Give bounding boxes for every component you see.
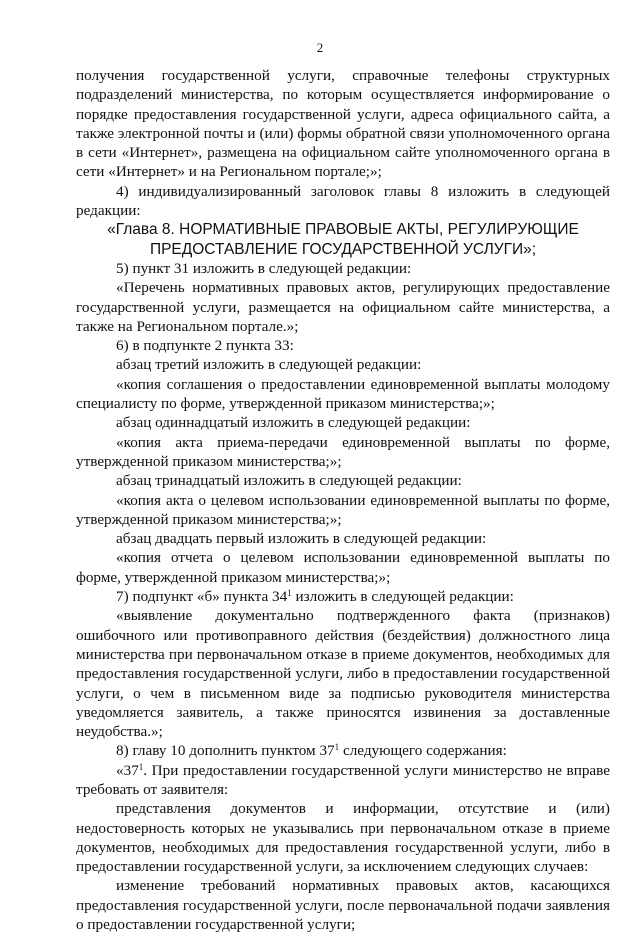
paragraph-quote-list: «Перечень нормативных правовых актов, регулирующих предоставление государственной услуги, размещается на официальном сайте министерства, а также на Региональном портале.»; (76, 279, 610, 335)
paragraph-item-5: 5) пункт 31 изложить в следующей редакции: (116, 259, 412, 277)
paragraph-quote-act-transfer: «копия акта приема-передачи единовременной выплаты по форме, утвержденной приказом министерства;»; (76, 433, 610, 470)
superscript: 1 (334, 742, 340, 753)
paragraph-quote-agreement: «копия соглашения о предоставлении единовременной выплаты молодому специалисту по форме, утвержденной приказом министерства;»; (76, 375, 610, 413)
paragraph-continuation: получения государственной услуги, справочные телефоны структурных подразделений министерства, по которым осуществляется информирование о порядке предоставления государственной услуги, адреса официального сайта, а также электронной почты и (или) формы обратной связи уполномоченного органа в сети «Интернет», размещена на официальном сайте уполномоченного органа в сети «Интернет» и на Региональном портале;»; (76, 67, 610, 181)
paragraph-quote-act-use: «копия акта о целевом использовании единовременной выплаты по форме, утвержденной приказом министерства;»; (76, 491, 610, 528)
paragraph-point-37-1 (76, 761, 610, 800)
superscript: 1 (287, 588, 292, 599)
paragraph-abzac-21: абзац двадцать первый изложить в следующей редакции: (116, 530, 487, 548)
paragraph-item-6: 6) в подпункте 2 пункта 33: (116, 337, 294, 355)
point-37-text-a: «37 (116, 761, 139, 779)
point-37-text-b: . При предоставлении государственной услуги министерство не вправе требовать от заявителя: (76, 761, 610, 798)
paragraph-abzac-11: абзац одиннадцатый изложить в следующей редакции: (116, 414, 471, 432)
item-7-text-b: изложить в следующей редакции: (291, 588, 514, 606)
paragraph-quote-report: «копия отчета о целевом использовании единовременной выплаты по форме, утвержденной приказом министерства;»; (76, 549, 610, 586)
paragraph-item-8 (76, 741, 610, 760)
document-body (76, 66, 610, 934)
paragraph-documents-info: представления документов и информации, отсутствие и (или) недостоверность которых не указывались при первоначальном отказе в приеме документов, необходимых для предоставления государственной услуги, либо в предоставлении государственной услуги, за исключением следующих случаев: (76, 800, 610, 876)
paragraph-item-7 (76, 587, 610, 606)
paragraph-quote-detection: «выявление документально подтвержденного факта (признаков) ошибочного или противоправного действия (бездействия) должностного лица министерства при первоначальном отказе в приеме документов, необходимых для предоставления государственной услуги, либо в предоставлении государственной услуги, о чем в письменном виде за подписью руководителя министерства уведомляется заявитель, а также приносятся извинения за доставленные неудобства.»; (76, 607, 610, 741)
chapter-heading-line-2: ПРЕДОСТАВЛЕНИЕ ГОСУДАРСТВЕННОЙ УСЛУГИ»; (149, 240, 537, 258)
item-8-text-b: следующего содержания: (339, 742, 507, 760)
paragraph-abzac-13: абзац тринадцатый изложить в следующей редакции: (116, 472, 462, 490)
paragraph-requirements-change: изменение требований нормативных правовых актов, касающихся предоставления государственной услуги, после первоначальной подачи заявления о предоставлении государственной услуги; (76, 877, 610, 934)
paragraph-item-4: 4) индивидуализированный заголовок главы 8 изложить в следующей редакции: (76, 182, 610, 220)
chapter-heading-line-1: «Глава 8. НОРМАТИВНЫЕ ПРАВОВЫЕ АКТЫ, РЕГУЛИРУЮЩИЕ (107, 221, 579, 239)
item-7-text-a: 7) подпункт «б» пункта 34 (116, 588, 288, 606)
paragraph-abzac-3: абзац третий изложить в следующей редакции: (116, 356, 422, 374)
page-number: 2 (316, 40, 324, 55)
superscript: 1 (138, 761, 144, 772)
item-8-text-a: 8) главу 10 дополнить пунктом 37 (116, 742, 335, 760)
